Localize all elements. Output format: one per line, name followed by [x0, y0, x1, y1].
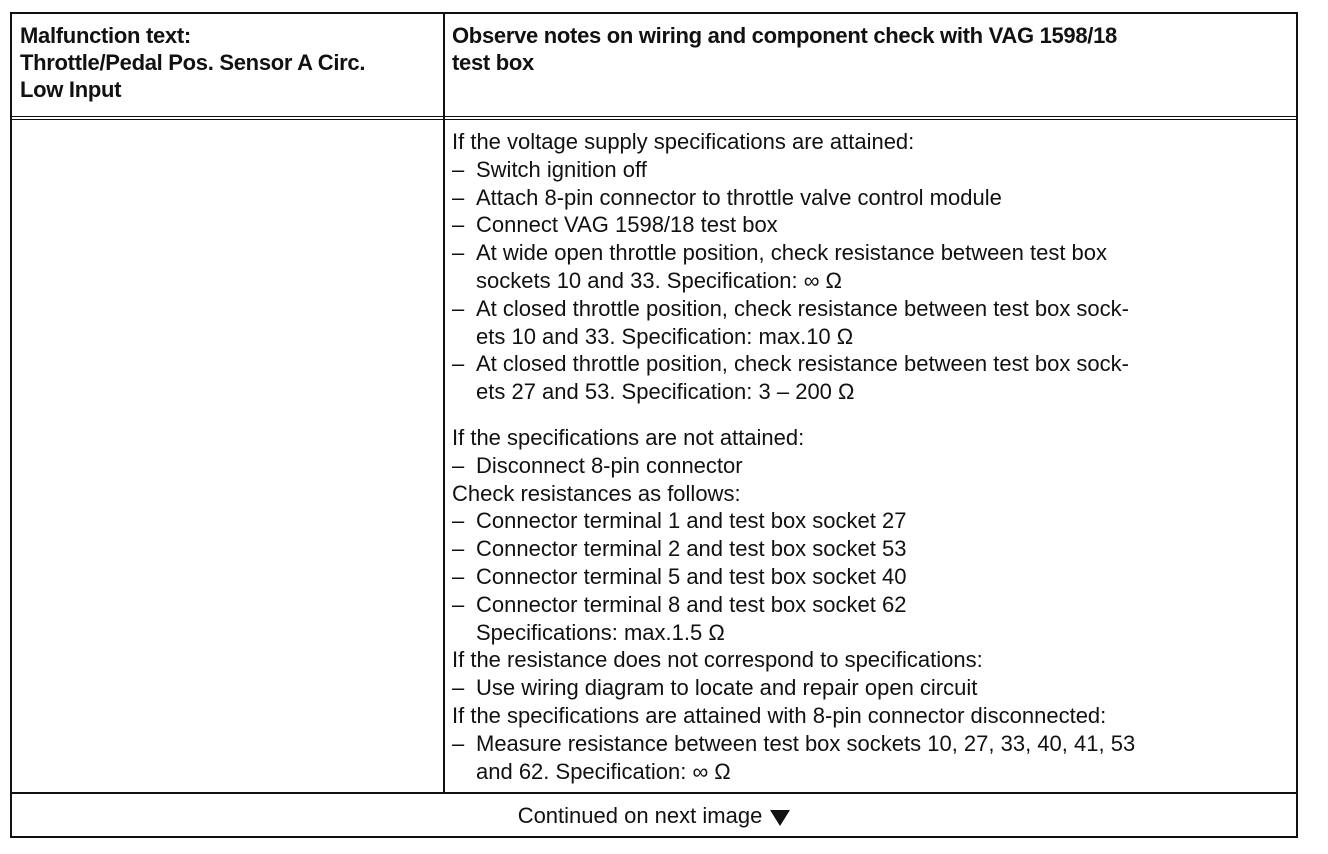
step-item: – Switch ignition off	[452, 156, 1292, 184]
down-triangle-icon	[770, 810, 790, 826]
step-item: – Measure resistance between test box sockets 10, 27, 33, 40, 41, 53 and 62. Specification: ∞ Ω	[452, 730, 1292, 786]
check-text: Connector terminal 5 and test box socket 40	[476, 563, 907, 589]
spacer	[452, 406, 1292, 424]
check-text: Connector terminal 2 and test box socket 53	[476, 536, 907, 562]
step-item: – At closed throttle position, check resistance between test box sock- ets 27 and 53. Specification: 3 – 200 Ω	[452, 350, 1292, 406]
step-text: At closed throttle position, check resistance between test box sock-	[476, 295, 1129, 321]
header-row	[12, 14, 1296, 120]
check-text: Connector terminal 8 and test box socket 62	[476, 591, 907, 617]
continued-footer	[12, 792, 1296, 836]
step-text: Disconnect 8-pin connector	[476, 452, 743, 478]
check-item: – Connector terminal 1 and test box socket 27	[452, 507, 1292, 535]
column-divider	[443, 14, 445, 792]
step-text-continued: ets 10 and 33. Specification: max.10 Ω	[476, 323, 854, 349]
check-item: – Connector terminal 5 and test box socket 40	[452, 563, 1292, 591]
malfunction-label: Malfunction text:	[20, 23, 191, 48]
check-specification: Specifications: max.1.5 Ω	[476, 619, 725, 645]
observe-notes-cell	[452, 22, 1292, 76]
malfunction-text-cell	[20, 22, 435, 103]
step-text-continued: ets 27 and 53. Specification: 3 – 200 Ω	[476, 379, 855, 405]
document-table	[10, 12, 1298, 838]
step-item: – Disconnect 8-pin connector	[452, 452, 1292, 480]
step-text-continued: sockets 10 and 33. Specification: ∞ Ω	[476, 267, 842, 293]
procedure-cell	[452, 128, 1292, 785]
check-intro: Check resistances as follows:	[452, 480, 741, 506]
step-text: Use wiring diagram to locate and repair open circuit	[476, 675, 978, 701]
check-item: – Connector terminal 2 and test box socket 53	[452, 535, 1292, 563]
check-item: – Connector terminal 8 and test box socket 62 Specifications: max.1.5 Ω	[452, 591, 1292, 647]
step-text: At closed throttle position, check resistance between test box sock-	[476, 351, 1129, 377]
section1-intro: If the voltage supply specifications are attained:	[452, 129, 915, 154]
resistance-intro: If the resistance does not correspond to specifications:	[452, 647, 983, 673]
continued-text: Continued on next image	[517, 803, 763, 828]
malfunction-text-line-1: Throttle/Pedal Pos. Sensor A Circ.	[20, 50, 366, 75]
step-text: Switch ignition off	[476, 156, 647, 182]
step-item: – Attach 8-pin connector to throttle valve control module	[452, 184, 1292, 212]
step-text-continued: and 62. Specification: ∞ Ω	[476, 758, 731, 784]
observe-notes-line-1: Observe notes on wiring and component check with VAG 1598/18	[452, 23, 1117, 48]
step-text: Connect VAG 1598/18 test box	[476, 212, 778, 238]
step-item: – Connect VAG 1598/18 test box	[452, 211, 1292, 239]
check-text: Connector terminal 1 and test box socket 27	[476, 508, 907, 534]
step-text: At wide open throttle position, check resistance between test box	[476, 240, 1108, 266]
attained-intro: If the specifications are attained with 8-pin connector disconnected:	[452, 702, 1107, 728]
section2-intro: If the specifications are not attained:	[452, 424, 805, 450]
step-item: – Use wiring diagram to locate and repair open circuit	[452, 674, 1292, 702]
observe-notes-line-2: test box	[452, 50, 534, 75]
malfunction-text-line-2: Low Input	[20, 77, 122, 102]
step-text: Measure resistance between test box sockets 10, 27, 33, 40, 41, 53	[476, 730, 1136, 756]
step-item: – At closed throttle position, check resistance between test box sock- ets 10 and 33. Specification: max.10 Ω	[452, 295, 1292, 351]
step-item: – At wide open throttle position, check resistance between test box sockets 10 and 33. Specification: ∞ Ω	[452, 239, 1292, 295]
step-text: Attach 8-pin connector to throttle valve control module	[476, 184, 1002, 210]
